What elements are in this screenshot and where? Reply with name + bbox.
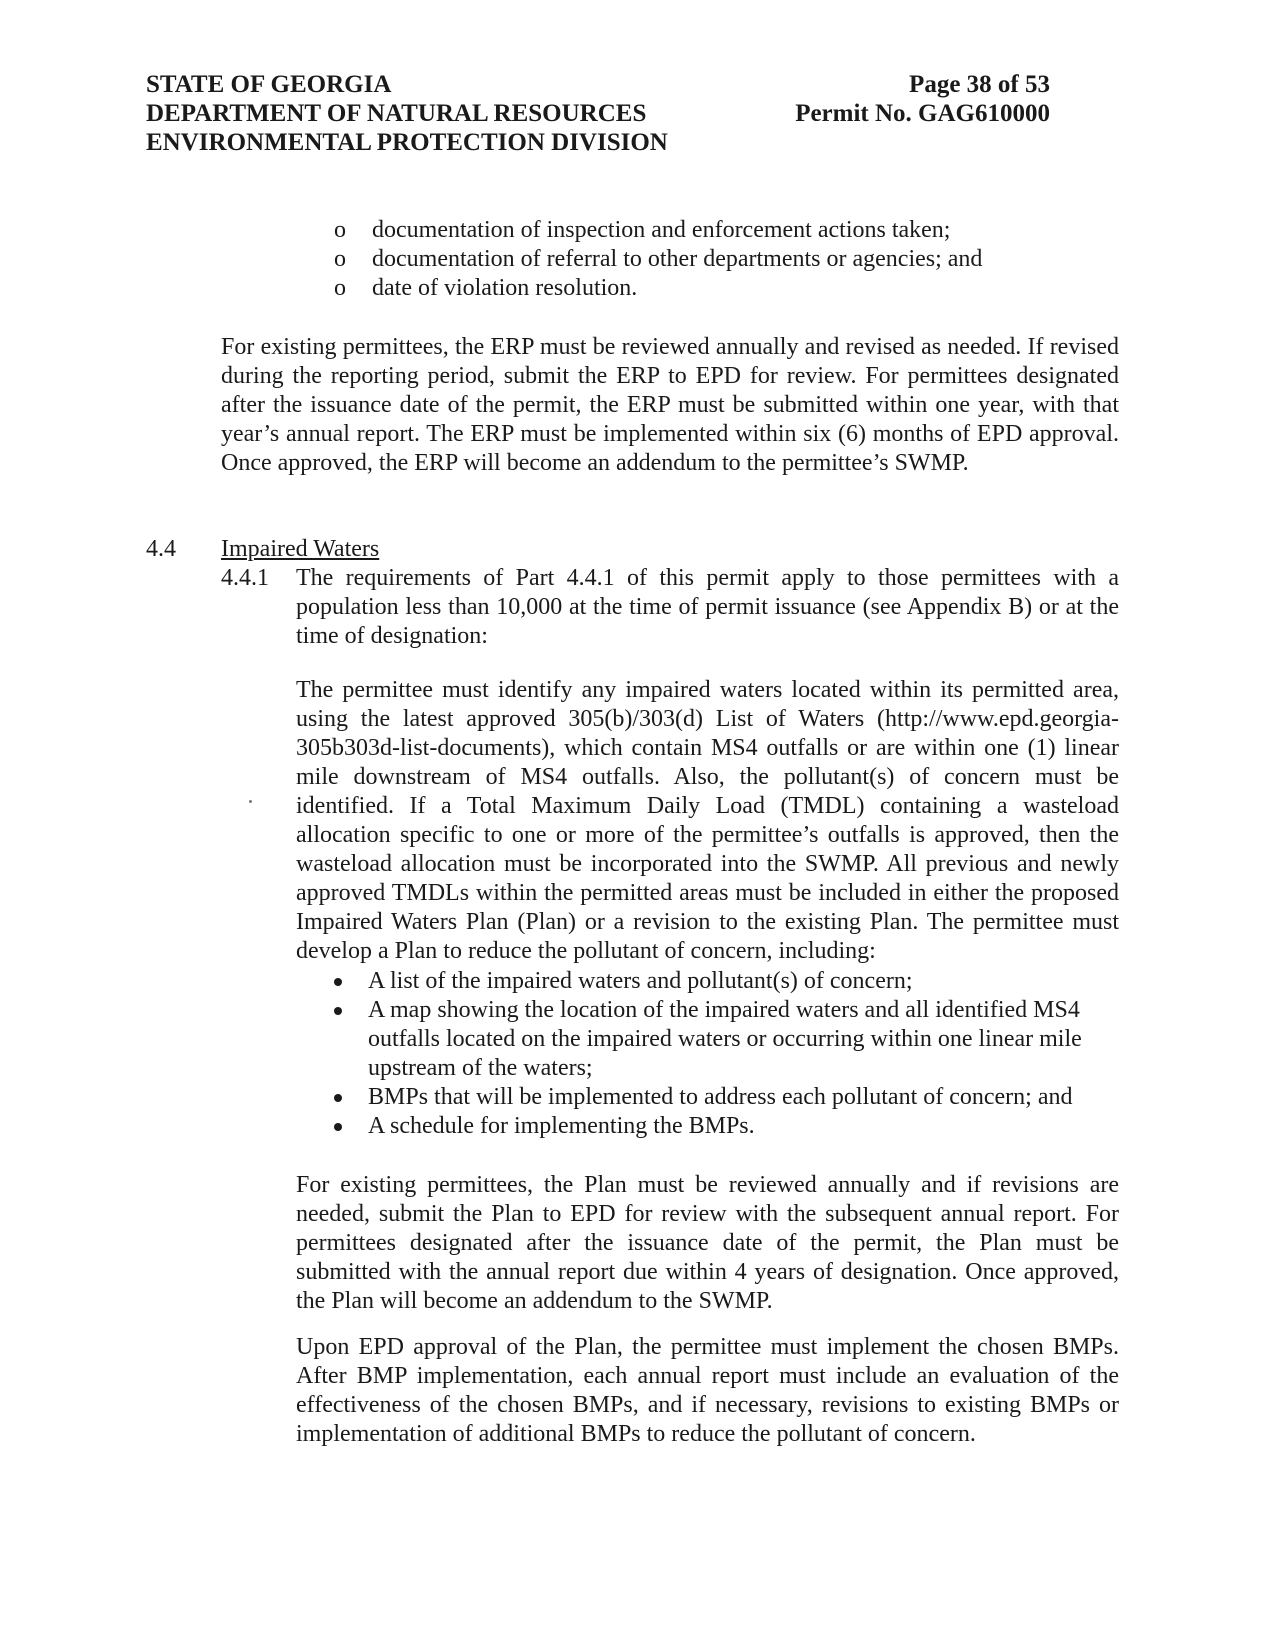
section-number: 4.4 — [146, 536, 176, 562]
bullet-icon — [334, 1123, 342, 1131]
permit-number: Permit No. GAG610000 — [795, 100, 1050, 127]
list-item: A map showing the location of the impaired waters and all identified MS4 outfalls located on the impaired waters or occurring within one linear mile upstream of the waters; — [296, 996, 1119, 1083]
erp-paragraph: For existing permittees, the ERP must be reviewed annually and revised as needed. If revised during the reporting period, submit the ERP to EPD for review. For permittees designated after the issuance date of the permit, the ERP must be submitted within one year, with that year’s annual report. The ERP must be implemented within six (6) months of EPD approval. Once approved, the ERP will become an addendum to the permittee’s SWMP. — [221, 334, 1119, 476]
list-item: o documentation of inspection and enforcement actions taken; — [334, 217, 951, 243]
scan-speck — [249, 800, 252, 803]
page-number: Page 38 of 53 — [909, 71, 1050, 98]
agency-state: STATE OF GEORGIA — [146, 71, 392, 98]
list-item: BMPs that will be implemented to address each pollutant of concern; and — [296, 1083, 1119, 1112]
implement-paragraph: Upon EPD approval of the Plan, the permittee must implement the chosen BMPs. After BMP implementation, each annual report must include an evaluation of the effectiveness of the chosen BMPs, and if necessary, revisions to existing BMPs or implementation of additional BMPs to reduce the pollutant of concern. — [296, 1334, 1119, 1447]
agency-header — [146, 70, 668, 157]
circle-bullet-icon: o — [334, 246, 346, 272]
bullet-icon — [334, 978, 342, 986]
section-title: Impaired Waters — [221, 536, 380, 562]
page-info-header — [790, 70, 1050, 128]
list-item: A schedule for implementing the BMPs. — [296, 1112, 1119, 1141]
review-paragraph: For existing permittees, the Plan must be reviewed annually and if revisions are needed, submit the Plan to EPD for review with the subsequent annual report. For permittees designated after the issuance date of the permit, the Plan must be submitted with the annual report due within 4 years of designation. Once approved, the Plan will become an addendum to the SWMP. — [296, 1172, 1119, 1314]
documentation-list — [334, 216, 1094, 303]
circle-bullet-icon: o — [334, 275, 346, 301]
list-item: A list of the impaired waters and pollutant(s) of concern; — [296, 967, 1119, 996]
agency-division: ENVIRONMENTAL PROTECTION DIVISION — [146, 129, 668, 156]
plan-requirements-list — [296, 967, 1119, 1141]
identify-paragraph: The permittee must identify any impaired waters located within its permitted area, using the latest approved 305(b)/303(d) List of Waters (http://www.epd.georgia-305b303d-list-documents), which contain MS4 outfalls or are within one (1) linear mile downstream of MS4 outfalls. Also, the pollutant(s) of concern must be identified. If a Total Maximum Daily Load (TMDL) containing a wasteload allocation specific to one or more of the permittee’s outfalls is approved, then the wasteload allocation must be incorporated into the SWMP. All previous and newly approved TMDLs within the permitted areas must be included in either the proposed Impaired Waters Plan (Plan) or a revision to the existing Plan. The permittee must develop a Plan to reduce the pollutant of concern, including: — [296, 677, 1119, 964]
list-item: o date of violation resolution. — [334, 275, 638, 301]
subsection-text: The requirements of Part 4.4.1 of this permit apply to those permittees with a population less than 10,000 at the time of permit issuance (see Appendix B) or at the time of designation: — [296, 565, 1119, 649]
agency-department: DEPARTMENT OF NATURAL RESOURCES — [146, 100, 647, 127]
circle-bullet-icon: o — [334, 217, 346, 243]
subsection-number: 4.4.1 — [221, 565, 269, 591]
bullet-icon — [334, 1094, 342, 1102]
list-item: o documentation of referral to other departments or agencies; and — [334, 246, 983, 272]
bullet-icon — [334, 1007, 342, 1015]
